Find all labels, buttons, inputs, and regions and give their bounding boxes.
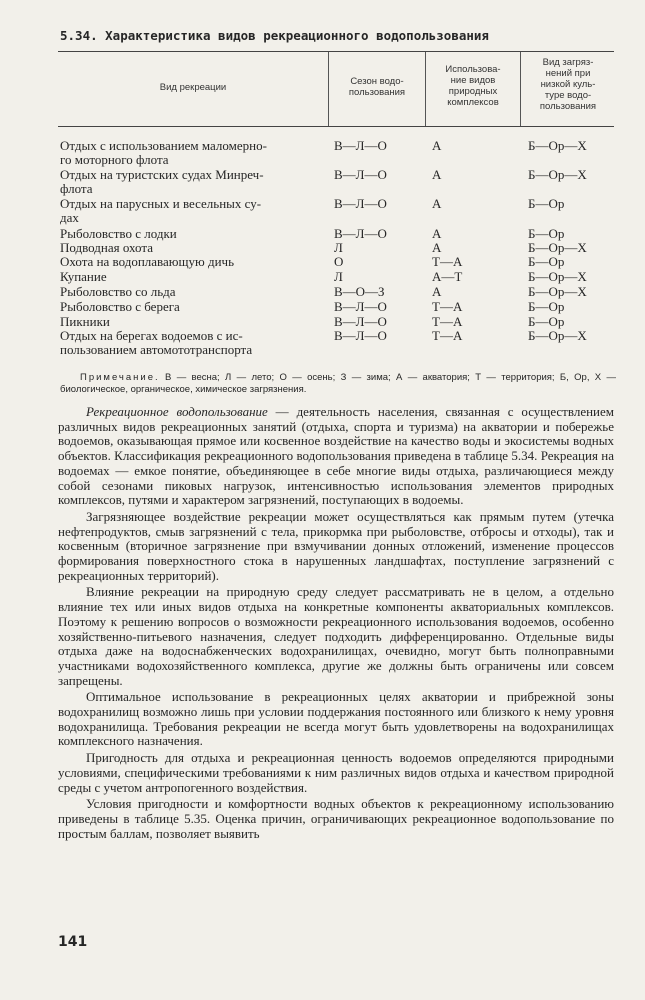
recreation-type-cell: Пикники — [60, 314, 110, 329]
recreation-type-cell: го моторного флота — [60, 152, 169, 167]
paragraph-text: — деятельность населения, связанная с осуществлением различных видов рекреационных занятий (отдыха, спорта и туризма) на акватории и побережье водоемов, оказывающая прямое или косвенное воздействие на качество воды и экосистемы водных объектов. Классификация рекреационного водопользования приведена в таблице 5.34. Рекреация на водоемах — емкое понятие, объединяющее в себе многие виды отдыха, различающиеся между собой сезонами пиковых нагрузок, интенсивностью использования элементов природных комплексов, путями и характером загрязнений, поступающих в водоемы. — [58, 404, 614, 508]
paragraph-text: Оптимальное использование в рекреационных целях акватории и прибрежной зоны водохранилищ возможно лишь при условии поддержания постоянного или близкого к нему уровня водохранилища. Требования рекреации не всегда могут быть удовлетворены на водохранилищах комплексного назначения. — [58, 689, 614, 749]
recreation-type-cell: Отдых на туристских судах Минреч- — [60, 167, 264, 182]
complex-cell: Т—А — [432, 254, 463, 269]
pollution-cell: Б—Ор—Х — [528, 328, 587, 343]
pollution-cell: Б—Ор — [528, 299, 565, 314]
header-complex-use: Использова- ние видов природных комплексов — [445, 64, 501, 108]
body-text — [58, 405, 614, 841]
pollution-cell: Б—Ор — [528, 226, 565, 241]
table-row — [0, 227, 645, 241]
paragraph-text: Условия пригодности и комфортности водных объектов к рекреационному использованию приведены в таблице 5.35. Оценка причин, ограничивающих рекреационное водопользование по простым баллам, позволяет выявить — [58, 796, 614, 841]
season-cell: В—Л—О — [334, 226, 387, 241]
recreation-type-cell: Отдых на берегах водоемов с ис- — [60, 328, 243, 343]
season-cell: В—Л—О — [334, 328, 387, 343]
complex-cell: Т—А — [432, 314, 463, 329]
season-cell: В—Л—О — [334, 299, 387, 314]
recreation-type-cell: Купание — [60, 269, 107, 284]
table-row — [0, 241, 645, 255]
season-cell: В—О—З — [334, 284, 385, 299]
complex-cell: Т—А — [432, 328, 463, 343]
complex-cell: А — [432, 240, 442, 255]
season-cell: В—Л—О — [334, 167, 387, 182]
table-row — [0, 315, 645, 329]
season-cell: Л — [334, 269, 343, 284]
recreation-type-cell: Рыболовство с лодки — [60, 226, 177, 241]
recreation-type-cell: дах — [60, 210, 79, 225]
recreation-type-cell: Рыболовство с берега — [60, 299, 180, 314]
table-row-continuation — [0, 153, 645, 167]
paragraph — [58, 510, 614, 584]
table-row — [0, 139, 645, 153]
complex-cell: А — [432, 196, 442, 211]
complex-cell: Т—А — [432, 299, 463, 314]
complex-cell: А—Т — [432, 269, 463, 284]
table-row-continuation — [0, 182, 645, 196]
complex-cell: А — [432, 284, 442, 299]
pollution-cell: Б—Ор — [528, 314, 565, 329]
pollution-cell: Б—Ор—Х — [528, 269, 587, 284]
complex-cell: А — [432, 167, 442, 182]
table-row-continuation — [0, 343, 645, 357]
recreation-type-cell: Отдых на парусных и весельных су- — [60, 196, 262, 211]
table-row — [0, 255, 645, 269]
header-recreation-type: Вид рекреации — [159, 82, 227, 93]
pollution-cell: Б—Ор—Х — [528, 138, 587, 153]
table-top-rule — [58, 51, 614, 52]
season-cell: В—Л—О — [334, 314, 387, 329]
paragraph — [58, 585, 614, 688]
column-divider — [328, 52, 329, 126]
pollution-cell: Б—Ор — [528, 196, 565, 211]
term: Рекреационное водопользование — [86, 404, 268, 419]
recreation-type-cell: Рыболовство со льда — [60, 284, 176, 299]
pollution-cell: Б—Ор — [528, 254, 565, 269]
complex-cell: А — [432, 226, 442, 241]
paragraph-text: Влияние рекреации на природную среду следует рассматривать не в целом, а отдельно влияние тех или иных видов отдыха на конкретные компоненты акваториальных комплексов. Поэтому к решению вопросов о возможности рекреационного использования водоемов, особенно хозяйственно-питьевого назначения, следует подходить дифференцированно. Отдельные виды отдыха даже на водоснабженческих водохранилищах, очевидно, могут быть полноправными участниками водохозяйственного комплекса, другие же должны быть ограничены или совсем запрещены. — [58, 584, 614, 688]
header-pollution-type: Вид загряз- нений при низкой куль- туре водо- пользования — [539, 57, 597, 112]
recreation-type-cell: флота — [60, 181, 93, 196]
season-cell: В—Л—О — [334, 196, 387, 211]
column-divider — [425, 52, 426, 126]
paragraph — [58, 797, 614, 841]
table-header-rule — [58, 126, 614, 127]
recreation-type-cell: Охота на водоплавающую дичь — [60, 254, 235, 269]
pollution-cell: Б—Ор—Х — [528, 240, 587, 255]
complex-cell: А — [432, 138, 442, 153]
table-row — [0, 329, 645, 343]
table-row — [0, 197, 645, 211]
recreation-type-cell: пользованием автомототранспорта — [60, 342, 253, 357]
table-row — [0, 270, 645, 284]
paragraph — [58, 405, 614, 508]
season-cell: В—Л—О — [334, 138, 387, 153]
table-note — [60, 372, 616, 396]
paragraph-text: Загрязняющее воздействие рекреации может осуществляться как прямым путем (утечка нефтепродуктов, смыв загрязнений с тела, прикормка при рыболовстве, отбросы и отходы), так и косвенным (вторичное загрязнение при взмучивании донных отложений, изменение процессов формирования поверхностного стока в нарушенных ландшафтах, поступление загрязнений с рекреационных территорий). — [58, 508, 614, 583]
season-cell: О — [334, 254, 344, 269]
pollution-cell: Б—Ор—Х — [528, 284, 587, 299]
paragraph — [58, 751, 614, 795]
page-number: 141 — [58, 934, 88, 950]
paragraph-text: Пригодность для отдыха и рекреационная ценность водоемов определяются природными условиями, специфическими требованиями к ним различных видов отдыха и качеством природной среды с учетом антропогенного воздействия. — [58, 750, 614, 795]
column-divider — [520, 52, 521, 126]
note-label: Примечание. — [80, 372, 160, 383]
note-text: В — весна; Л — лето; О — осень; З — зима; А — акватория; Т — территория; Б, Ор, Х — биологическое, органическое, химическое загрязнения. — [60, 372, 616, 395]
table-row — [0, 168, 645, 182]
season-cell: Л — [334, 240, 343, 255]
table-row — [0, 285, 645, 299]
pollution-cell: Б—Ор—Х — [528, 167, 587, 182]
recreation-type-cell: Отдых с использованием маломерно- — [60, 138, 267, 153]
recreation-type-cell: Подводная охота — [60, 240, 153, 255]
table-row — [0, 300, 645, 314]
paragraph — [58, 690, 614, 749]
header-season: Сезон водо- пользования — [348, 76, 406, 98]
table-row-continuation — [0, 211, 645, 225]
table-title: 5.34. Характеристика видов рекреационного водопользования — [60, 28, 489, 43]
